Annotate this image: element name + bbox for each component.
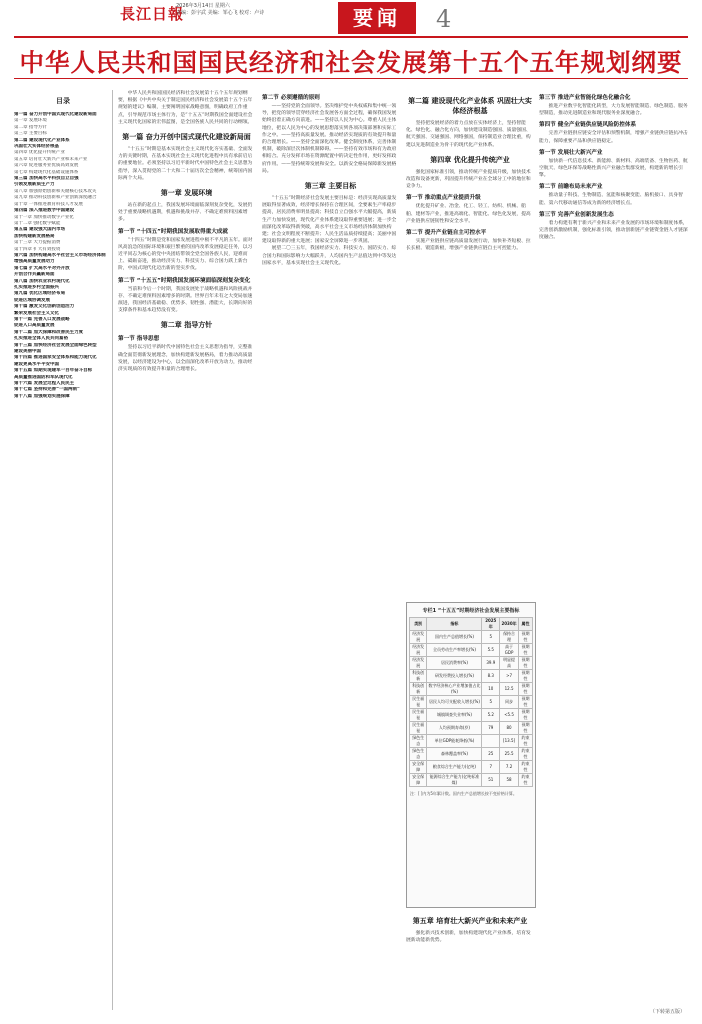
table-cell: [13.5] bbox=[500, 735, 519, 748]
toc-item: 扎实推进乡村全面振兴 bbox=[14, 284, 59, 290]
table-cell: 民生福祉 bbox=[410, 696, 427, 709]
table-cell: 约束性 bbox=[519, 748, 533, 761]
page-headline: 中华人民共和国国民经济和社会发展第十五个五年规划纲要 bbox=[19, 48, 683, 77]
column-4 bbox=[539, 90, 688, 1015]
toc-item: 第六篇 加快构建高水平社会主义市场经济体制 bbox=[14, 252, 106, 258]
masthead-meta bbox=[176, 3, 264, 17]
table-cell: 绿色生态 bbox=[410, 748, 427, 761]
toc-item: 第三章 主要目标 bbox=[14, 131, 47, 137]
table-cell: 明显提高 bbox=[500, 657, 519, 670]
toc-item: 繁荣发展社会主义文化 bbox=[14, 310, 59, 316]
toc-item: 扎实推进全体人民共同富裕 bbox=[14, 336, 68, 342]
table-row bbox=[410, 683, 533, 696]
toc-item: 第十篇 激发文化创新创造活力 bbox=[14, 304, 75, 310]
table-cell: 森林覆盖率(%) bbox=[427, 748, 482, 761]
table-cell: 7 bbox=[482, 761, 500, 774]
table-title: 专栏1 “十五五”时期经济社会发展主要指标 bbox=[422, 608, 520, 614]
toc-item: 巩固壮大实体经济根基 bbox=[14, 144, 59, 150]
toc-item: 第二章 指导方针 bbox=[14, 124, 47, 130]
indicator-table bbox=[409, 617, 533, 787]
toc-item: 引领发展新质生产力 bbox=[14, 182, 55, 188]
toc-item: 第四章 优化提升传统产业 bbox=[14, 150, 65, 156]
column-3 bbox=[406, 90, 534, 595]
toc-item: 第十四章 扩大有效投资 bbox=[14, 246, 61, 252]
toc-item: 高质量推进国防和军队现代化 bbox=[14, 374, 73, 380]
table-cell: 单位GDP能耗降低(%) bbox=[427, 735, 482, 748]
toc-item: 第十六篇 发展全过程人民民主 bbox=[14, 381, 75, 387]
toc-item: 第三篇 加快高水平科技自立自强 bbox=[14, 176, 79, 182]
table-header-row bbox=[410, 618, 533, 631]
table-cell: 预期性 bbox=[519, 722, 533, 735]
table-body bbox=[410, 631, 533, 787]
headline-rule bbox=[14, 78, 688, 79]
table-cell: 5.5 bbox=[482, 644, 500, 657]
toc-item: 建设更高水平平安中国 bbox=[14, 361, 59, 367]
table-note: 注：[ ]内为5年累计数。国内生产总值增长按不变价格计算。 bbox=[410, 791, 517, 796]
toc-item: 建设美丽中国 bbox=[14, 349, 41, 355]
table-header-cell: 指标 bbox=[427, 618, 482, 631]
table-cell: 预期性 bbox=[519, 644, 533, 657]
section-heading: 第四节 健全产业链供应链风险防控体系 bbox=[539, 122, 637, 129]
table-row bbox=[410, 722, 533, 735]
table-cell: 经济发展 bbox=[410, 631, 427, 644]
part-title: 第二篇 建设现代化产业体系 巩固壮大实体经济根基 bbox=[408, 97, 532, 115]
section-paragraph: ——坚持党的全面领导。坚决维护党中央权威和集中统一领导，把党的领导贯穿经济社会发展各方面全过程，确保我国发展始终沿着正确方向前进。——坚持以人民为中心。尊重人民主体地位，把以人民为中心的发展思想落实到各项决策部署和实际工作之中。——坚持高质量发展。推动经济实现质的有效提升和量的合理增长。——坚持全面深化改革。健全制度体系，完善体制机制，破除深层次体制机制障碍。——坚持有效市场和有为政府相结合。充分发挥市场在资源配置中的决定性作用，更好发挥政府作用。——坚持统筹发展和安全。以新安全格局保障新发展格局。 bbox=[262, 104, 397, 174]
table-cell: 同步 bbox=[500, 696, 519, 709]
section-heading: 第一节 发展壮大新兴产业 bbox=[539, 149, 603, 156]
table-cell: 预期性 bbox=[519, 670, 533, 683]
table-header-cell: 2025年 bbox=[482, 618, 500, 631]
table-row bbox=[410, 774, 533, 787]
intro-paragraph: 中华人民共和国国民经济和社会发展第十五个五年规划纲要，根据《中共中央关于制定国民经济和社会发展第十五个五年规划的建议》编制，主要阐明国家战略意图，明确政府工作重点，引导规范市场主体行为，是“十五五”时期我国全面建设社会主义现代化国家的宏伟蓝图，是全国各族人民共同的行动纲领。 bbox=[118, 91, 253, 125]
table-cell: 居民消费率(%) bbox=[427, 657, 482, 670]
top-rule bbox=[14, 36, 688, 38]
table-cell: 粮食综合生产能力(亿吨) bbox=[427, 761, 482, 774]
toc-item: 第一章 发展环境 bbox=[14, 118, 47, 124]
table-row bbox=[410, 735, 533, 748]
chapter-paragraph: “十五五”时期经济社会发展主要目标是：经济实现高质量发展取得显著成效，经济增长保持在合理区间，全要素生产率稳步提高，居民消费率明显提高；科技自立自强水平大幅提高，新质生产力加快发展，现代化产业体系建设取得重要进展；进一步全面深化改革取得新突破，高水平社会主义市场经济体制加快构建；社会文明程度不断提升；人民生活品质持续提高；美丽中国建设取得新的重大进展；国家安全屏障进一步巩固。 bbox=[262, 196, 397, 245]
table-row bbox=[410, 657, 533, 670]
part-paragraph: 坚持把发展经济的着力点放在实体经济上，坚持智能化、绿色化、融合化方向，加快建设制造强国、质量强国、航天强国、交通强国、网络强国，保持制造业合理比重，构建以先进制造业为骨干的现代化产业体系。 bbox=[406, 121, 531, 148]
table-cell: 7.2 bbox=[500, 761, 519, 774]
section-label: 要闻 bbox=[338, 2, 416, 34]
toc-item: 加快构建新发展格局 bbox=[14, 233, 55, 239]
table-of-contents bbox=[14, 90, 113, 1010]
masthead bbox=[0, 0, 702, 36]
toc-item: 第五章 培育壮大新兴产业和未来产业 bbox=[14, 156, 88, 162]
table-row bbox=[410, 748, 533, 761]
table-cell: 预期性 bbox=[519, 631, 533, 644]
table-cell: 5.2 bbox=[482, 709, 500, 722]
table-row bbox=[410, 696, 533, 709]
toc-item: 第十八篇 加强规划实施保障 bbox=[14, 393, 70, 399]
table-cell: 5 bbox=[482, 696, 500, 709]
table-cell: 民生福祉 bbox=[410, 722, 427, 735]
table-cell: 预期性 bbox=[519, 657, 533, 670]
date-line: 2026年3月14日 星期六 bbox=[176, 3, 230, 9]
toc-item: 第七篇 扩大高水平对外开放 bbox=[14, 265, 70, 271]
toc-item: 第十章 一体推进教育科技人才发展 bbox=[14, 201, 83, 207]
section-heading: 第二节 前瞻布局未来产业 bbox=[539, 184, 603, 191]
table-cell: 10 bbox=[482, 683, 500, 696]
column-2 bbox=[262, 90, 399, 1015]
toc-item: 第八章 加强原始创新和关键核心技术攻关 bbox=[14, 188, 97, 194]
toc-item: 促进区域协调发展 bbox=[14, 297, 50, 303]
chapter-paragraph: 站在新的起点上，我国发展环境面临深刻复杂变化，发展仍处于重要战略机遇期，机遇和挑战并存、不确定难预料因素增多。 bbox=[118, 203, 253, 223]
section-paragraph: 优化提升矿业、冶金、化工、轻工、纺织、机械、船舶、建材等产业，推进高端化、智能化、绿色化发展，提高产业链供应链韧性和安全水平。 bbox=[406, 204, 531, 224]
section-paragraph: 坚持以习近平新时代中国特色社会主义思想为指导，完整准确全面贯彻新发展理念，加快构建新发展格局，着力推动高质量发展，以经济建设为中心，以全面深化改革开放为动力，推动经济实现质的有效提升和量的合理增长。 bbox=[118, 345, 253, 373]
section-heading: 第一节 “十四五”时期我国发展取得重大成就 bbox=[118, 228, 228, 235]
toc-item: 第四篇 深入推进数字中国建设 bbox=[14, 208, 75, 214]
table-cell: >7 bbox=[500, 670, 519, 683]
table-cell: 51 bbox=[482, 774, 500, 787]
section-paragraph: 实施产业链供应链高质量发展行动，加快补齐短板、拉长长板、锻造新板，增强产业链供应链自主可控能力。 bbox=[406, 239, 531, 252]
table-cell: 25 bbox=[482, 748, 500, 761]
table-cell: 约束性 bbox=[519, 735, 533, 748]
newspaper-logo: 長江日報 bbox=[120, 5, 185, 23]
table-cell bbox=[482, 735, 500, 748]
toc-item: 第五篇 建设强大国内市场 bbox=[14, 227, 66, 233]
table-header-cell: 类别 bbox=[410, 618, 427, 631]
table-cell: 数字经济核心产业增加值占比(%) bbox=[428, 683, 481, 694]
toc-item: 开创合作共赢新局面 bbox=[14, 272, 55, 278]
vision-paragraph: 展望二〇三五年，我国经济实力、科技实力、国防实力、综合国力和国际影响力大幅跃升，人均国内生产总值达到中等发达国家水平，基本实现社会主义现代化。 bbox=[262, 246, 397, 266]
table-cell: 科技创新 bbox=[410, 683, 427, 696]
toc-item: 增强高质量发展动力 bbox=[14, 259, 55, 265]
table-cell: 39.9 bbox=[482, 657, 500, 670]
table-cell: 预期性 bbox=[519, 709, 533, 722]
section-heading: 第三节 推进产业智能化绿色化融合化 bbox=[539, 95, 631, 101]
table-row bbox=[410, 761, 533, 774]
toc-item: 第十四篇 推进国家安全体系和能力现代化 bbox=[14, 355, 97, 361]
editor-line: 责编：彭宇武 美编：邹心飞 校对：卢诗 bbox=[176, 10, 265, 16]
section-paragraph: 着力构建有利于新兴产业和未来产业发展的市场环境和制度体系，完善创新激励机制，强化标准引领，推动创新链产业链资金链人才链深度融合。 bbox=[539, 220, 688, 241]
toc-item: 第一篇 奋力开创中国式现代化建设新局面 bbox=[14, 112, 97, 117]
table-cell: 民生福祉 bbox=[410, 709, 427, 722]
chapter-paragraph: 强化国家标准引领，推动传统产业提质升级，加快技术改造和设备更新，巩固提升传统产业在全球分工中的地位和竞争力。 bbox=[406, 169, 531, 190]
section-paragraph: 推动量子科技、生物制造、氢能和核聚变能、脑机接口、具身智能、第六代移动通信等成为新的经济增长点。 bbox=[539, 193, 683, 206]
toc-item: 第十一篇 完善人口发展战略 bbox=[14, 317, 70, 322]
toc-item: 第十一章 加快推动数字产业化 bbox=[14, 214, 74, 220]
part-title: 第一篇 奋力开创中国式现代化建设新局面 bbox=[122, 133, 251, 142]
section-paragraph: 当前和今后一个时期，我国发展处于战略机遇和风险挑战并存、不确定难预料因素增多的时期。世界百年未有之大变局加速演进，我国经济基础稳、优势多、韧性强、潜能大，长期向好的支撑条件和基本趋势没有变。 bbox=[118, 286, 253, 314]
indicator-table-box bbox=[406, 602, 536, 908]
section-heading: 第二节 提升产业链自主可控水平 bbox=[406, 230, 487, 237]
section-heading: 第二节 必须遵循的原则 bbox=[262, 95, 320, 101]
continued-note: （下转第五版） bbox=[650, 1009, 686, 1015]
column-1 bbox=[118, 90, 255, 1015]
table-cell: 安全保障 bbox=[410, 774, 427, 787]
table-cell: 能源综合生产能力(亿吨标准煤) bbox=[427, 774, 482, 787]
table-cell: 人均预期寿命(岁) bbox=[427, 722, 482, 735]
table-cell: <5.5 bbox=[500, 709, 519, 722]
table-cell: 预期性 bbox=[519, 696, 533, 709]
toc-item: 第八篇 加快农业农村现代化 bbox=[14, 278, 70, 284]
table-cell: 安全保障 bbox=[410, 761, 427, 774]
table-cell: 约束性 bbox=[519, 761, 533, 774]
table-cell: 58 bbox=[500, 774, 519, 787]
toc-item: 第二篇 建设现代化产业体系 bbox=[14, 137, 70, 143]
chapter-title: 第一章 发展环境 bbox=[160, 189, 213, 198]
table-cell: 79 bbox=[482, 722, 500, 735]
section-paragraph: 加快新一代信息技术、新能源、新材料、高端装备、生物医药、航空航天、绿色环保等战略性新兴产业融合集群发展，构建新的增长引擎。 bbox=[539, 158, 688, 179]
part-paragraph: “十五五”时期是基本实现社会主义现代化夯实基础、全面发力的关键时期，在基本实现社会主义现代化进程中具有承前启后的重要地位。必须坚持以习近平新时代中国特色社会主义思想为指导，深入贯彻党的二十大和二十届历次全会精神，统筹国内国际两个大局。 bbox=[118, 147, 253, 181]
toc-title: 目录 bbox=[56, 97, 70, 105]
toc-item: 第十五篇 如期实现建军一百年奋斗目标 bbox=[14, 368, 93, 374]
chapter-title: 第五章 培育壮大新兴产业和未来产业 bbox=[412, 917, 528, 925]
table-cell: 居民人均可支配收入增长(%) bbox=[427, 696, 482, 709]
toc-item: 第十三篇 加快经济社会发展全面绿色转型 bbox=[14, 342, 97, 348]
column-3-bottom bbox=[406, 910, 534, 1010]
table-header-cell: 属性 bbox=[519, 618, 533, 631]
table-header-cell: 2030年 bbox=[500, 618, 519, 631]
toc-item: 第六章 促进服务业优质高效发展 bbox=[14, 163, 79, 169]
table-cell: 经济发展 bbox=[410, 644, 427, 657]
table-cell: 高于GDP bbox=[500, 644, 519, 657]
toc-item: 第九章 推动科技创新和产业创新深度融合 bbox=[14, 195, 97, 201]
table-cell: 5 bbox=[482, 631, 500, 644]
section-heading: 第三节 完善产业创新发展生态 bbox=[539, 211, 614, 218]
table-cell: 研发经费投入增长(%) bbox=[427, 670, 482, 683]
table-cell: 城镇调查失业率(%) bbox=[427, 709, 482, 722]
table-cell: 科技创新 bbox=[410, 670, 427, 683]
chapter-paragraph: 强化新兴技术创新，加快构建现代化产业体系，培育发展新动能新优势。 bbox=[406, 931, 531, 944]
section-paragraph: “十四五”时期是党和国家发展进程中极不平凡的五年。面对风高浪急的国际环境和艰巨繁重的国内改革发展稳定任务，以习近平同志为核心的党中央团结带领全党全国各族人民，迎难而上、砥砺奋进，推动经济实力、科技实力、综合国力跃上新台阶，中国式现代化迈出新的坚实步伐。 bbox=[118, 237, 253, 272]
chapter-title: 第三章 主要目标 bbox=[304, 182, 357, 191]
toc-item: 第十二篇 加大保障和改善民生力度 bbox=[14, 329, 84, 335]
section-heading: 第一节 指导思想 bbox=[118, 336, 160, 343]
table-cell: 8.3 bbox=[482, 670, 500, 683]
section-heading: 第一节 推动重点产业提质升级 bbox=[406, 195, 481, 202]
toc-item: 第七章 构建现代化基础设施体系 bbox=[14, 169, 79, 175]
section-heading: 第二节 “十五五”时期我国发展环境面临深刻复杂变化 bbox=[118, 277, 251, 284]
table-cell: 80 bbox=[500, 722, 519, 735]
table-cell: 绿色生态 bbox=[410, 735, 427, 748]
page-number: 4 bbox=[436, 5, 452, 33]
toc-item: 第九篇 优化区域经济布局 bbox=[14, 291, 66, 297]
table-cell: 国内生产总值增长(%) bbox=[427, 631, 482, 644]
table-cell: 经济发展 bbox=[410, 657, 427, 670]
table-cell: 预期性 bbox=[519, 683, 533, 696]
toc-item: 第十七篇 坚持和完善“一国两制” bbox=[14, 387, 80, 393]
section-paragraph: 完善产业链供应链安全评估和预警机制，增强产业链供应链抗冲击能力，保障重要产品和供应链稳定。 bbox=[539, 131, 688, 144]
table-cell: 保持合理 bbox=[500, 631, 519, 644]
toc-item: 第十二章 强化数字赋能 bbox=[14, 220, 61, 226]
chapter-title: 第二章 指导方针 bbox=[160, 321, 213, 330]
table-cell: 约束性 bbox=[519, 774, 533, 787]
table-cell: 25.5 bbox=[500, 748, 519, 761]
toc-item: 第十三章 大力提振消费 bbox=[14, 240, 61, 246]
table-cell: 12.5 bbox=[500, 683, 519, 696]
table-row bbox=[410, 670, 533, 683]
toc-item: 促进人口高质量发展 bbox=[14, 323, 55, 329]
table-row bbox=[410, 709, 533, 722]
toc-list bbox=[14, 112, 112, 400]
chapter-title: 第四章 优化提升传统产业 bbox=[430, 155, 510, 164]
section-paragraph: 推进产业数字化智能化转型，大力发展智能制造、绿色制造、服务型制造，推动先进制造业和现代服务业深度融合。 bbox=[539, 104, 688, 117]
table-row bbox=[410, 644, 533, 657]
table-cell: 全员劳动生产率增长(%) bbox=[427, 644, 482, 657]
table-row bbox=[410, 631, 533, 644]
